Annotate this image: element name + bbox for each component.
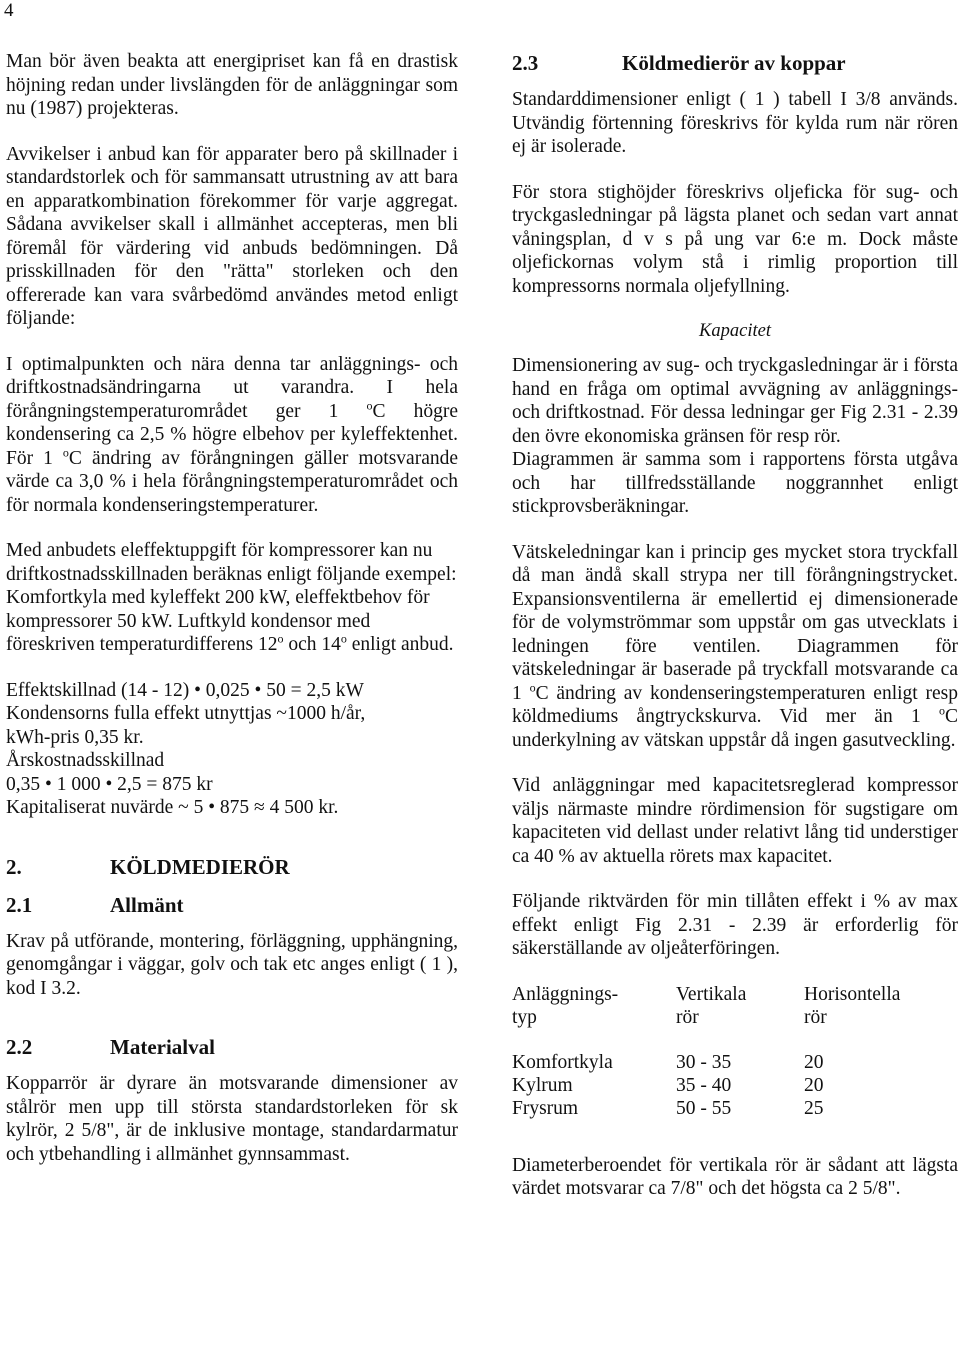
paragraph-oil-trap: För stora stighöjder föreskrivs oljeficka för sug- och tryckgasledningar på lägsta planet och sedan vart annat våningsplan, d v s på ung var 6:e m. Dock måste oljefickornas volym stå i rimlig proportion till kompressorns normala oljefyllning. [512, 181, 958, 297]
table-cell: 35 - 40 [676, 1074, 732, 1096]
table-cell: Komfortkyla [512, 1051, 613, 1073]
heading-number: 2.1 [6, 892, 33, 917]
left-column [6, 50, 458, 1166]
paragraph-capacity-control: Vid anläggningar med kapacitetsreglerad kompressor väljs närmaste mindre rördimension för sugstigare om kapaciteten vid dellast under relativt lång tid understiger ca 40 % av aktuella rörets max kapacitet. [512, 775, 958, 867]
degree-symbol: o [938, 703, 945, 718]
paragraph-standard-dimensions: Standarddimensioner enligt ( 1 ) tabell I 3/8 används. Utvändig förtenning föreskrivs för kylda rum när rören ej är isolerade. [512, 89, 958, 157]
page-number: 4 [4, 0, 14, 21]
table-header-cell: Anläggnings- typ [512, 983, 619, 1028]
heading-title: KÖLDMEDIERÖR [110, 854, 290, 879]
heading-number: 2.2 [6, 1035, 33, 1059]
heading-section-2-3 [512, 50, 958, 76]
degree-symbol: o [277, 631, 284, 646]
paragraph-dimensioning: Dimensionering av sug- och tryckgasledningar är i första hand en fråga om optimal avvägning av anläggnings- och driftkostnad. För dessa ledningar ger Fig 2.31 - 2.39 den övre ekonomiska gränsen för resp rör. Diagrammen är samma som i rapportens första utgåva och har tillfredsställande noggrannhet enligt stickprovsberäkningar. [512, 355, 958, 517]
table-cell: 25 [804, 1097, 824, 1119]
paragraph-energy-price: Man bör även beakta att energipriset kan få en drastisk höjning redan under livslängden för de anläggningar som nu (1987) projekteras. [6, 51, 458, 119]
heading-title: Köldmedierör av koppar [622, 51, 846, 75]
degree-symbol: o [340, 631, 347, 646]
table-row [512, 1051, 954, 1074]
degree-symbol: o [529, 680, 536, 694]
heading-section-2 [6, 854, 458, 880]
table-cell: 30 - 35 [676, 1051, 732, 1073]
table-cell: 20 [804, 1051, 824, 1073]
paragraph-optimal-point: I optimalpunkten och nära denna tar anläggnings- och driftkostnadsändringarna ut varandra. I hela förångningstemperaturområdet ger 1 $^o$C högre kondensering ca 2,5 % högre elbehov per kyleffektenhet. För 1 $^o$C ändring av förångningen gäller motsvarande värde ca 3,0 % i hela förångningstemperaturområdet och för normala kondenseringstemperaturer. [6, 353, 459, 516]
paragraph-diameter-dependence: Diameterberoendet för vertikala rör är sådant att lägsta värdet motsvarar ca 7/8" och det högsta ca 2 5/8". [512, 1154, 958, 1199]
table-row [512, 1097, 954, 1120]
heading-section-2-2 [6, 1034, 458, 1060]
table-row [512, 1074, 954, 1097]
calculation-block: Effektskillnad (14 - 12) • 0,025 • 50 = 2,5 kW Kondensorns fulla effekt utnyttjas ~1000 h/år, kWh-pris 0,35 kr. Årskostnadsskillnad 0,35 • 1 000 • 2,5 = 875 kr Kapitaliserat nuvärde ~ 5 • 875 ≈ 4 500 kr. [6, 679, 366, 818]
table-cell: Kylrum [512, 1074, 573, 1096]
heading-number: 2. [6, 854, 22, 879]
degree-symbol: o [62, 445, 69, 459]
degree-symbol: o [366, 398, 373, 412]
table-cell: 20 [804, 1074, 824, 1096]
table-cell: Frysrum [512, 1097, 579, 1119]
paragraph-material: Kopparrör är dyrare än motsvarande dimensioner av stålrör men upp till största standardstorleken för sk kylrör, 2 5/8", är de inklusive montage, standardarmatur och ytbehandling i allmänhet gynnsammast. [6, 1073, 458, 1165]
subheading-kapacitet: Kapacitet [699, 321, 771, 341]
guide-values-table [512, 983, 954, 1120]
table-cell: 50 - 55 [676, 1097, 732, 1119]
heading-title: Allmänt [110, 892, 184, 917]
table-header-cell: Vertikala rör [676, 983, 747, 1028]
paragraph-deviations: Avvikelser i anbud kan för apparater bero på skillnader i standardstorlek och för sammansatt utrustning av att bara en apparatkombination förekommer för varje aggregat. Sådana avvikelser skall i allmänhet accepteras, men bli föremål för värdering vid anbuds bedömningen. Då prisskillnaden för den "rätta" storleken och den offererade kan vara svårbedömd användes metod enligt följande: [6, 143, 458, 329]
table-header-row [512, 983, 954, 1029]
paragraph-requirements: Krav på utförande, montering, förläggning, upphängning, genomgångar i väggar, golv och tak etc anges enligt ( 1 ), kod I 3.2. [6, 930, 458, 999]
paragraph-liquid-lines: Vätskeledningar kan i princip ges mycket stora tryckfall då man ändå skall strypa ner till förångningstrycket. Expansionsventilerna är emellertid ej dimensionerade för de volymströmmar som uppstår om gas utvecklats i ledningen före ventilen. Diagrammen för vätskeledningar är baserade på tryckfall motsvarande ca 1 $^o$C ändring av kondenseringstemperaturen enligt resp köldmediums ångtryckskurva. Vid mer än 1 $^o$C underkylning av vätskan uppstår då ingen gasutveckling. [512, 541, 958, 751]
paragraph-example: Med anbudets eleffektuppgift för kompressorer kan nu driftkostnadsskillnaden beräknas enligt följande exempel: Komfortkyla med kyleffekt 200 kW, eleffektbehov för kompressorer 50 kW. Luftkyld kondensor med föreskriven temperaturdifferens 12$^o$ och 14$^o$ enligt anbud. [6, 540, 457, 655]
heading-number: 2.3 [512, 51, 539, 75]
table-header-cell: Horisontella rör [804, 983, 901, 1028]
heading-title: Materialval [110, 1035, 215, 1059]
right-column [512, 50, 958, 1201]
heading-section-2-1 [6, 892, 458, 918]
paragraph-guide-values: Följande riktvärden för min tillåten effekt i % av max effekt enligt Fig 2.31 - 2.39 är erforderlig för säkerställande av oljeåterföringen. [512, 891, 958, 959]
